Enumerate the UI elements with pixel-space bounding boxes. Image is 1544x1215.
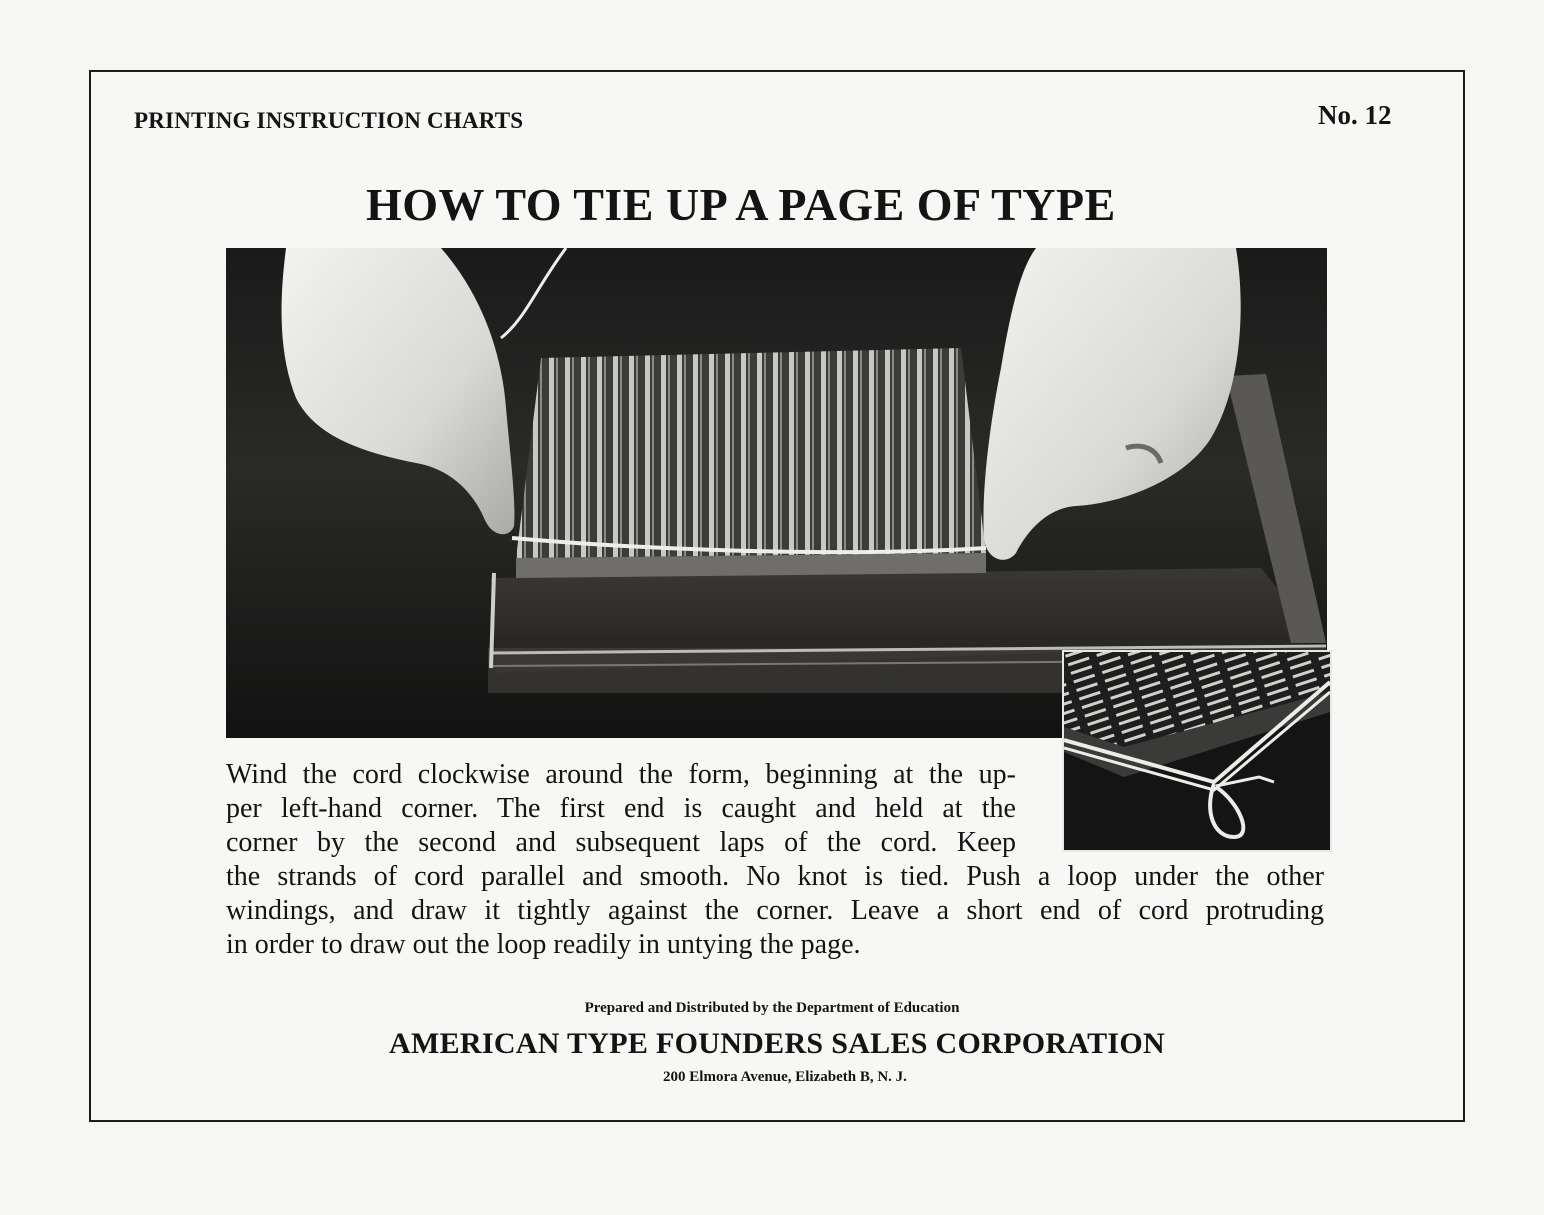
prepared-by: Prepared and Distributed by the Department of Education <box>584 1000 960 1016</box>
instruction-line: windings, and draw it tightly against the corner. Leave a short end of cord protruding <box>226 895 1324 926</box>
type-form <box>516 348 986 558</box>
chart-number: No. 12 <box>1318 100 1392 130</box>
series-title: PRINTING INSTRUCTION CHARTS <box>134 108 524 133</box>
instruction-line: corner by the second and subsequent laps of the cord. Keep <box>226 827 1016 858</box>
instruction-line: per left-hand corner. The first end is caught and held at the <box>226 793 1016 824</box>
instruction-line: Wind the cord clockwise around the form, beginning at the up- <box>226 759 1016 790</box>
instructions <box>226 758 1326 962</box>
address: 200 Elmora Avenue, Elizabeth B, N. J. <box>663 1069 907 1085</box>
instruction-line: the strands of cord parallel and smooth. No knot is tied. Push a loop under the other <box>226 861 1324 892</box>
instruction-line: in order to draw out the loop readily in untying the page. <box>226 929 861 960</box>
page-title: HOW TO TIE UP A PAGE OF TYPE <box>366 179 1116 230</box>
corporation-name: AMERICAN TYPE FOUNDERS SALES CORPORATION <box>389 1027 1165 1060</box>
